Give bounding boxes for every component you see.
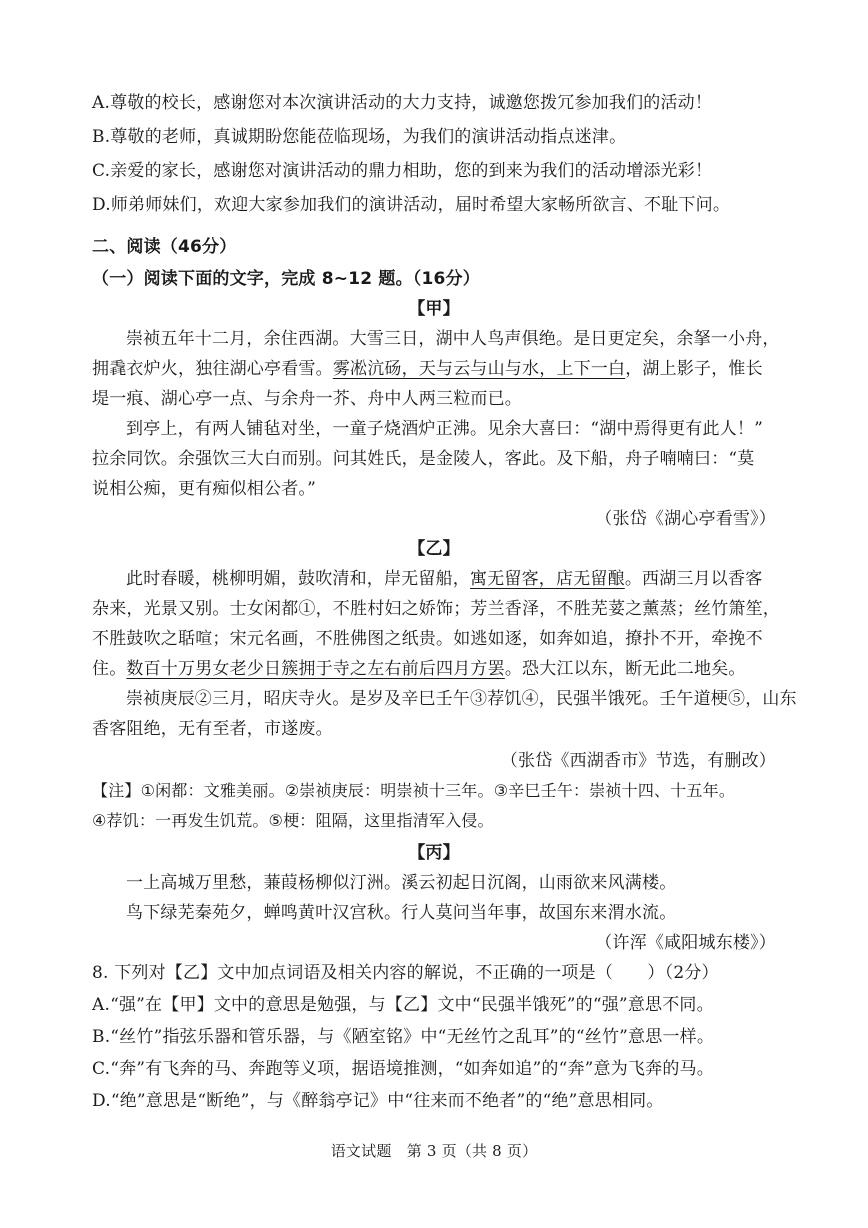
underlined-sentence: 雾凇沆砀，天与云与山与水，上下一白 [332, 359, 626, 379]
page-footer: 语文试题 第 3 页（共 8 页） [330, 1142, 538, 1160]
question-8-stem: 8. 下列对【乙】文中加点词语及相关内容的解说，不正确的一项是（ ）（2分） [92, 963, 719, 983]
bing-source: （许浑《咸阳城东楼》） [595, 933, 776, 953]
question-8-option-c: C.“奔”有飞奔的马、奔跑等义项，据语境推测，“如奔如追”的“奔”意为飞奔的马。 [92, 1059, 714, 1079]
notes-line: ④荐饥：一再发生饥荒。⑤梗：阻隔，这里指清军入侵。 [92, 811, 494, 830]
passage-jia-label: 【甲】 [408, 299, 460, 319]
jia-line: 崇祯五年十二月，余住西湖。大雪三日，湖中人鸟声俱绝。是日更定矣，余拏一小舟， [126, 329, 780, 349]
option-a-prev: A.尊敬的校长，感谢您对本次演讲活动的大力支持，诚邀您拨冗参加我们的活动！ [92, 93, 713, 113]
poem-line: 鸟下绿芜秦苑夕，蝉鸣黄叶汉宫秋。行人莫问当年事，故国东来渭水流。 [126, 903, 677, 923]
underlined-sentence: 寓无留客，店无留酿 [470, 569, 625, 589]
passage-bing-label: 【丙】 [408, 843, 460, 863]
jia-line: 拥毳衣炉火，独往湖心亭看雪。雾凇沆砀，天与云与山与水，上下一白，湖上影子，惟长 [92, 359, 763, 379]
option-c-prev: C.亲爱的家长，感谢您对演讲活动的鼎力相助，您的到来为我们的活动增添光彩！ [92, 161, 713, 181]
poem-line: 一上高城万里愁，蒹葭杨柳似汀洲。溪云初起日沉阁，山雨欲来风满楼。 [126, 873, 677, 893]
question-8-option-b: B.“丝竹”指弦乐器和管乐器，与《陋室铭》中“无丝竹之乱耳”的“丝竹”意思一样。 [92, 1027, 715, 1047]
yi-line: 不胜鼓吹之聒喧；宋元名画，不胜佛图之纸贵。如逃如逐，如奔如追，撩扑不开，牵挽不 [92, 629, 763, 649]
yi-line: 香客阻绝，无有至者，市遂废。 [92, 719, 333, 739]
passage-yi-label: 【乙】 [408, 539, 460, 559]
jia-line: 堤一痕、湖心亭一点、与余舟一芥、舟中人两三粒而已。 [92, 389, 522, 409]
part-title: （一）阅读下面的文字，完成 8~12 题。（16分） [92, 269, 480, 289]
section-title: 二、阅读（46分） [92, 237, 237, 257]
question-8-option-a: A.“强”在【甲】文中的意思是勉强，与【乙】文中“民强半饿死”的“强”意思不同。 [92, 995, 714, 1015]
yi-line: 住。数百十万男女老少日簇拥于寺之左右前后四月方罢。恐大江以东，断无此二地矣。 [92, 659, 746, 679]
option-d-prev: D.师弟师妹们，欢迎大家参加我们的演讲活动，届时希望大家畅所欲言、不耻下问。 [92, 195, 731, 215]
notes-line: 【注】①闲都：文雅美丽。②崇祯庚辰：明崇祯十三年。③辛巳壬午：崇祯十四、十五年。 [92, 781, 736, 800]
yi-line: 此时春暖，桃柳明媚，鼓吹清和，岸无留船，寓无留客，店无留酿。西湖三月以香客 [126, 569, 763, 589]
yi-source: （张岱《西湖香市》节选，有删改） [500, 751, 776, 771]
underlined-sentence: 数百十万男女老少日簇拥于寺之左右前后四月方罢 [126, 659, 505, 679]
jia-line: 拉余同饮。余强饮三大白而别。问其姓氏，是金陵人，客此。及下船，舟子喃喃曰：“莫 [92, 449, 755, 469]
option-b-prev: B.尊敬的老师，真诚期盼您能莅临现场，为我们的演讲活动指点迷津。 [92, 127, 627, 147]
yi-line: 崇祯庚辰②三月，昭庆寺火。是岁及辛巳壬午③荐饥④，民强半饿死。壬午道梗⑤，山东 [126, 689, 797, 709]
question-8-option-d: D.“绝”意思是“断绝”，与《醉翁亭记》中“往来而不绝者”的“绝”意思相同。 [92, 1091, 664, 1111]
jia-line: 到亭上，有两人铺毡对坐，一童子烧酒炉正沸。见余大喜曰：“湖中焉得更有此人！” [126, 419, 763, 439]
yi-line: 杂来，光景又别。士女闲都①，不胜村妇之娇饰；芳兰香泽，不胜芜荽之薰蒸；丝竹箫笙， [92, 599, 780, 619]
jia-source: （张岱《湖心亭看雪》） [595, 509, 776, 529]
jia-line: 说相公痴，更有痴似相公者。” [92, 479, 316, 499]
